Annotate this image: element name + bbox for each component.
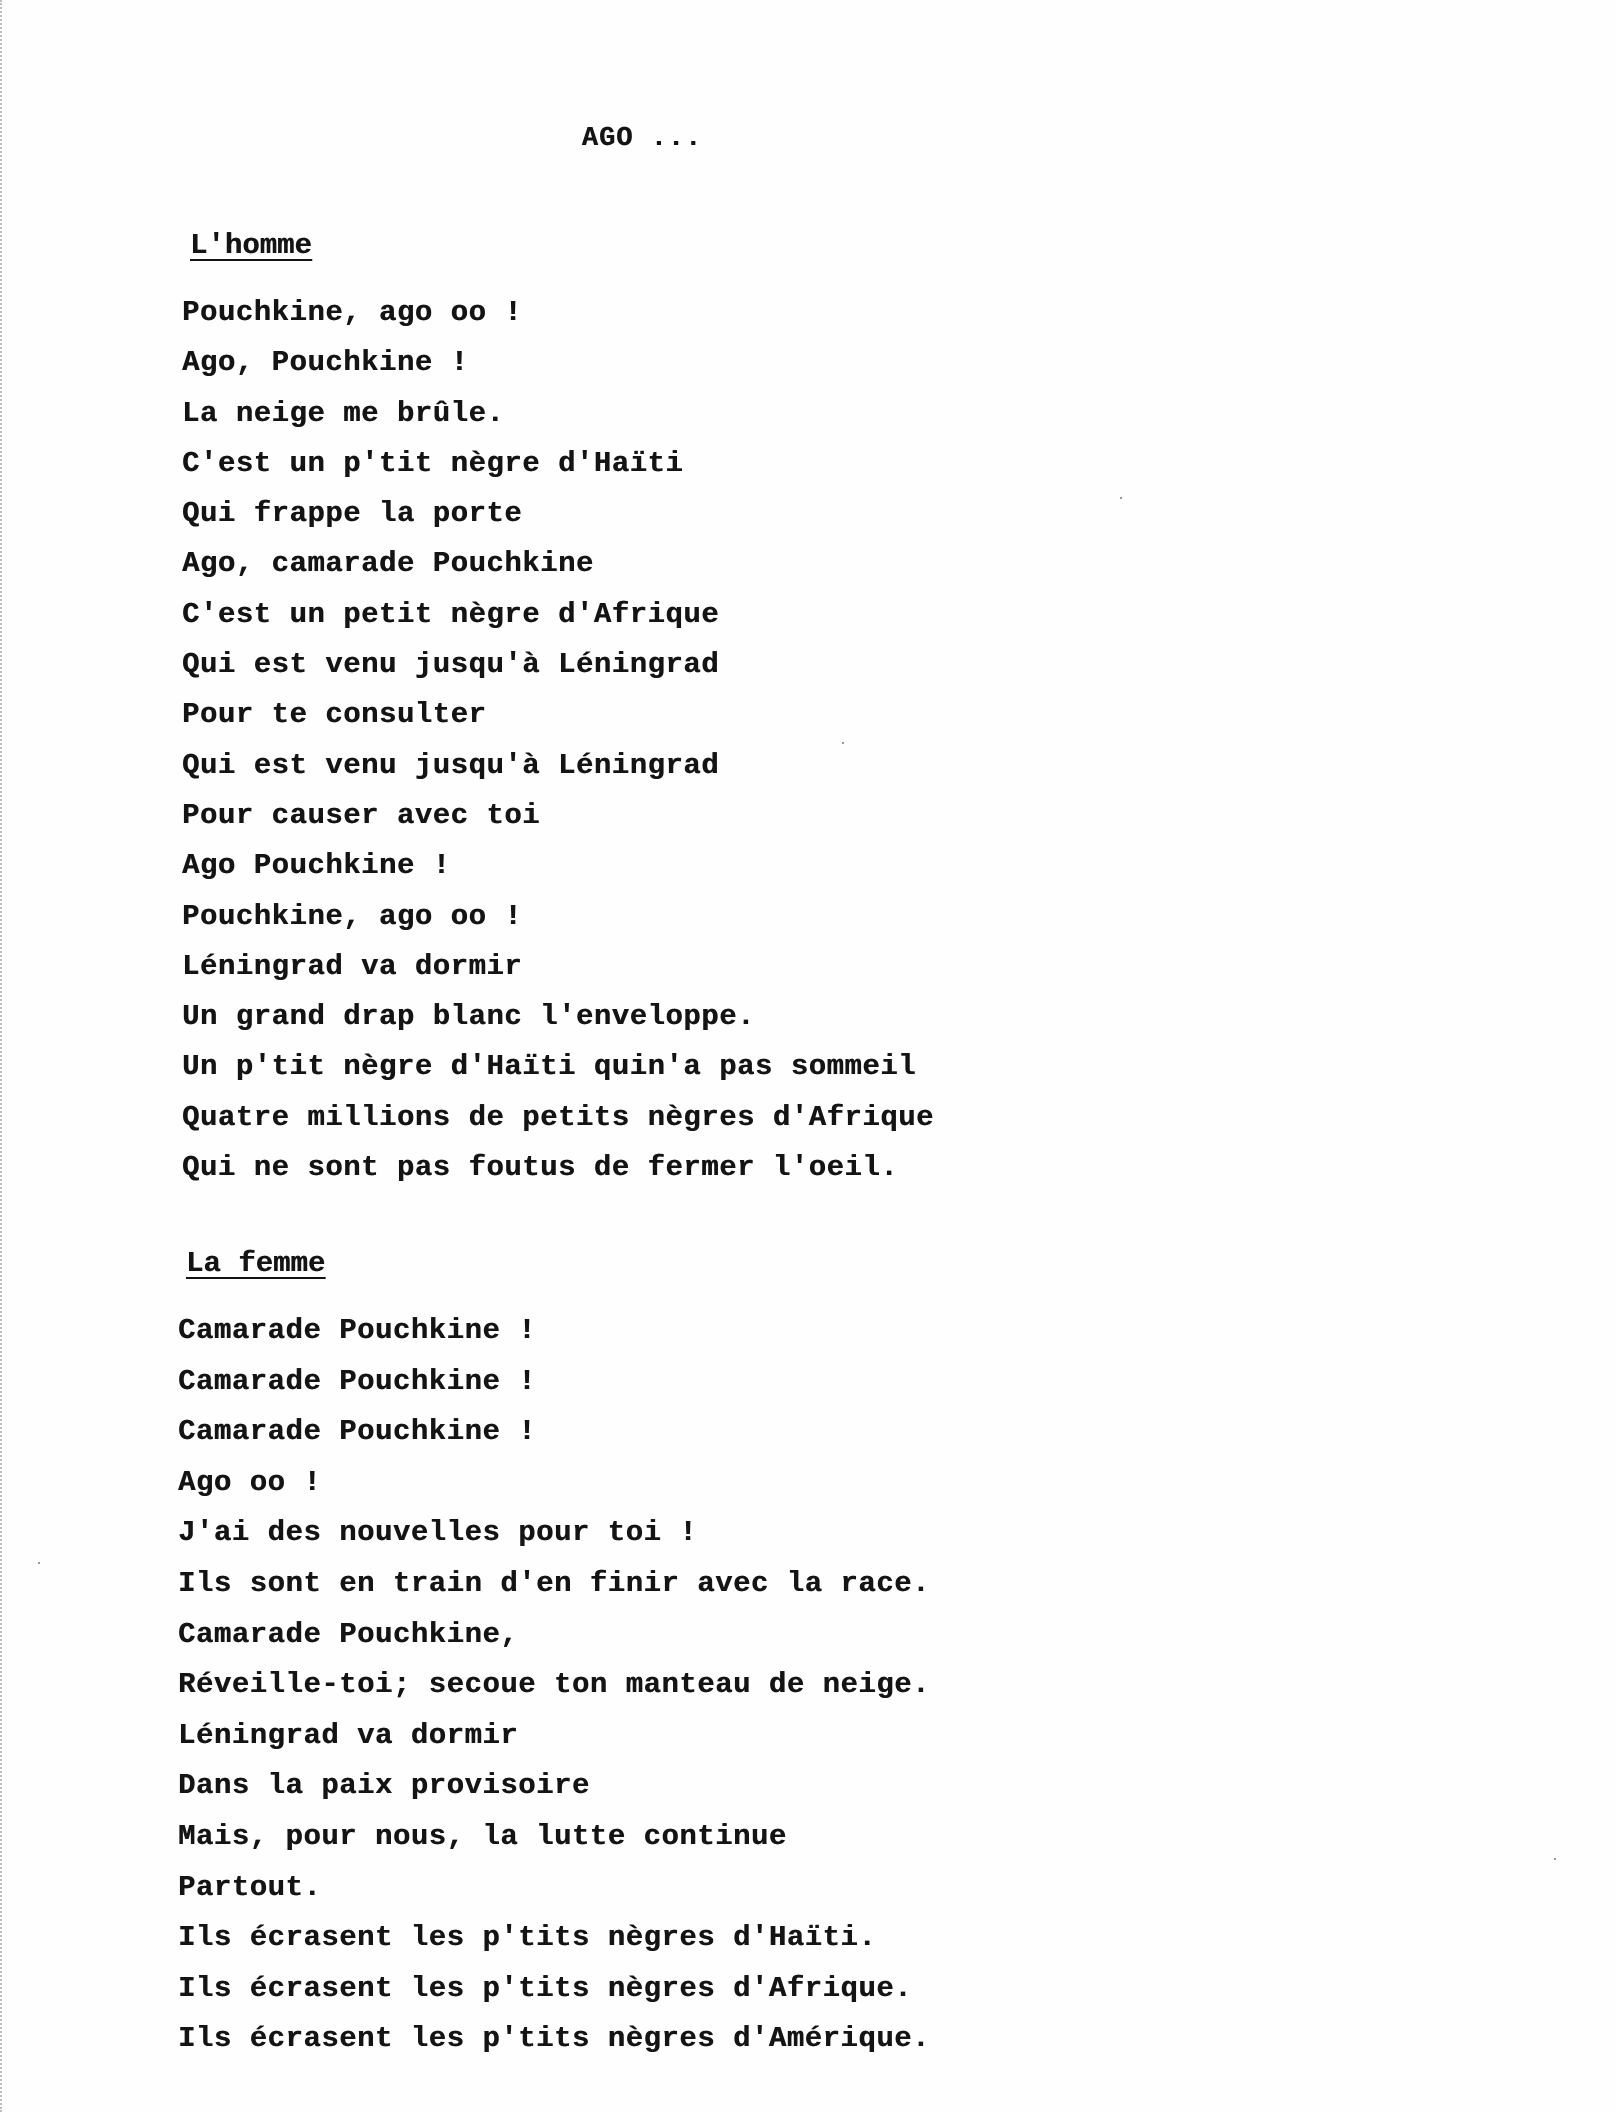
speaker-heading: L'homme [190,229,312,262]
verse-line: Qui ne sont pas foutus de fermer l'oeil. [182,1151,899,1185]
verse-line: Pouchkine, ago oo ! [182,899,523,933]
verse-lines [182,288,1582,1193]
speaker-heading: La femme [186,1247,326,1280]
verse-line: J'ai des nouvelles pour toi ! [178,1516,698,1550]
verse-line: Ils sont en train d'en finir avec la race. [178,1566,930,1600]
verse-line: C'est un p'tit nègre d'Haïti [182,446,684,480]
verse-line: Dans la paix provisoire [178,1769,590,1803]
verse-line: Ago, camarade Pouchkine [182,547,594,581]
verse-line: Léningrad va dormir [178,1718,519,1752]
verse-line: Un p'tit nègre d'Haïti quin'a pas sommeil [182,1050,917,1084]
verse-line: Ago oo ! [178,1465,322,1499]
verse-line: Camarade Pouchkine ! [178,1314,537,1347]
verse-line: C'est un petit nègre d'Afrique [182,597,720,631]
poem-title: AGO ... [581,124,703,154]
verse-line: Un grand drap blanc l'enveloppe. [182,1000,755,1034]
verse-line: La neige me brûle. [182,396,505,430]
verse-line: Ils écrasent les p'tits nègres d'Haïti. [178,1921,877,1955]
verse-line: Camarade Pouchkine, [178,1617,519,1651]
verse-line: Léningrad va dormir [182,949,523,983]
verse-line: Ils écrasent les p'tits nègres d'Afrique. [178,1971,913,2005]
verse-line: Partout. [178,1870,322,1904]
verse-line: Qui frappe la porte [182,497,523,531]
scan-speck [1120,497,1122,499]
section-lhomme [182,228,1582,1193]
scan-speck [1554,1858,1556,1860]
verse-line: Pouchkine, ago oo ! [182,296,523,329]
verse-line: Ils écrasent les p'tits nègres d'Amérique. [178,2022,930,2056]
scan-speck [842,742,844,744]
verse-line: Quatre millions de petits nègres d'Afrique [182,1100,934,1134]
verse-lines [178,1306,1578,2065]
verse-line: Réveille-toi; secoue ton manteau de neige. [178,1668,930,1702]
verse-line: Pour te consulter [182,698,487,732]
verse-line: Camarade Pouchkine ! [178,1415,537,1449]
verse-line: Qui est venu jusqu'à Léningrad [182,748,720,782]
verse-line: Mais, pour nous, la lutte continue [178,1819,787,1853]
section-la-femme [178,1246,1578,2065]
verse-line: Ago Pouchkine ! [182,849,451,883]
verse-line: Qui est venu jusqu'à Léningrad [182,648,720,682]
verse-line: Pour causer avec toi [182,798,541,832]
scan-speck [38,1562,40,1564]
verse-line: Camarade Pouchkine ! [178,1364,537,1398]
verse-line: Ago, Pouchkine ! [182,346,469,380]
